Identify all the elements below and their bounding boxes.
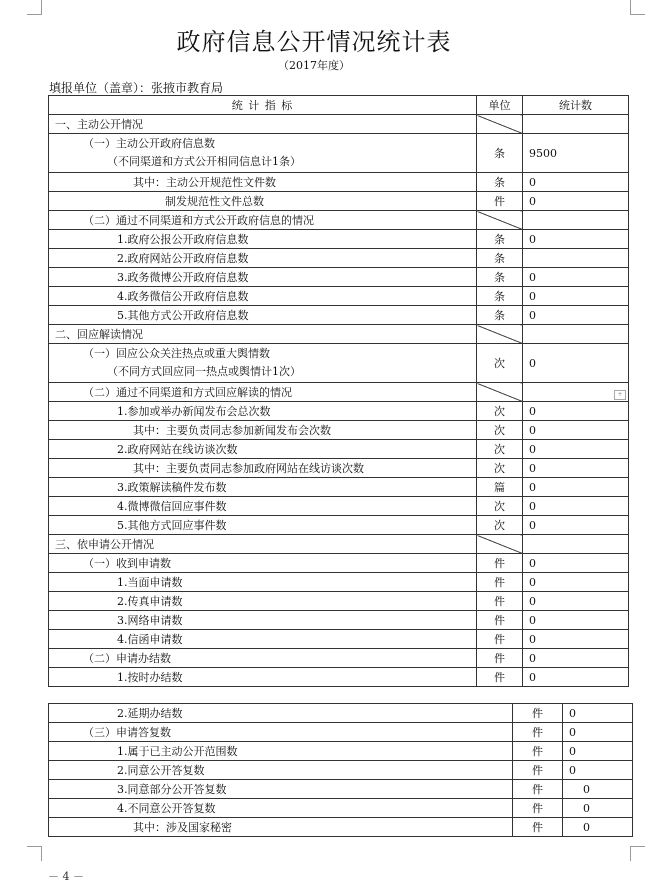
row-unit <box>477 211 523 230</box>
comment-icon[interactable]: + <box>614 390 626 400</box>
table-row <box>49 704 633 723</box>
row-unit: 件 <box>477 649 523 668</box>
row-label: 3.网络申请数 <box>49 611 477 630</box>
row-value: 0 <box>523 668 629 687</box>
row-value: 0 <box>523 459 629 478</box>
row-unit: 件 <box>477 192 523 211</box>
row-label: 1.属于已主动公开范围数 <box>49 742 513 761</box>
crop-mark-bottom-left <box>27 846 42 861</box>
row-label: 4.政务微信公开政府信息数 <box>49 287 477 306</box>
row-value <box>523 249 629 268</box>
row-value <box>523 211 629 230</box>
table-row <box>49 115 629 134</box>
table-row <box>49 192 629 211</box>
row-label: （一）主动公开政府信息数 <box>83 137 215 150</box>
row-value: 0 <box>563 818 633 837</box>
row-value: 0 <box>523 268 629 287</box>
row-label: 1.政府公报公开政府信息数 <box>49 230 477 249</box>
table-row <box>49 516 629 535</box>
row-label: （三）申请答复数 <box>49 723 513 742</box>
row-value <box>523 383 629 402</box>
row-unit: 件 <box>513 799 563 818</box>
row-label: 其中：主要负责同志参加政府网站在线访谈次数 <box>49 459 477 478</box>
table-header-row <box>49 96 629 115</box>
row-value: 0 <box>523 421 629 440</box>
table-row <box>49 459 629 478</box>
table-row <box>49 630 629 649</box>
document-subtitle: （2017年度） <box>278 59 350 72</box>
row-label: （二）申请办结数 <box>49 649 477 668</box>
row-label: （二）通过不同渠道和方式公开政府信息的情况 <box>49 211 477 230</box>
statistics-table <box>48 95 629 687</box>
table-row <box>49 134 629 173</box>
row-value: 0 <box>523 497 629 516</box>
row-value: 0 <box>523 478 629 497</box>
row-unit: 件 <box>477 573 523 592</box>
row-label: 二、回应解读情况 <box>49 325 477 344</box>
row-label: 4.微博微信回应事件数 <box>49 497 477 516</box>
table-row <box>49 230 629 249</box>
row-unit: 件 <box>513 704 563 723</box>
table-row <box>49 723 633 742</box>
row-unit: 件 <box>477 592 523 611</box>
row-label: 3.政策解读稿件发布数 <box>49 478 477 497</box>
row-value: 0 <box>523 230 629 249</box>
row-value: 0 <box>563 723 633 742</box>
row-label: 三、依申请公开情况 <box>49 535 477 554</box>
row-unit: 次 <box>477 440 523 459</box>
row-value: 0 <box>523 554 629 573</box>
row-unit: 篇 <box>477 478 523 497</box>
row-value: 0 <box>523 173 629 192</box>
row-value: 0 <box>523 287 629 306</box>
row-unit: 条 <box>477 268 523 287</box>
row-unit <box>477 325 523 344</box>
row-value: 0 <box>523 573 629 592</box>
table-row <box>49 440 629 459</box>
table-row <box>49 649 629 668</box>
row-unit: 件 <box>513 818 563 837</box>
row-label: 其中：主动公开规范性文件数 <box>49 173 477 192</box>
row-label: （一）回应公众关注热点或重大舆情数 <box>83 347 270 360</box>
table-row <box>49 611 629 630</box>
table-row <box>49 421 629 440</box>
row-unit <box>477 383 523 402</box>
row-value <box>523 115 629 134</box>
table-row <box>49 799 633 818</box>
row-unit: 次 <box>477 497 523 516</box>
table-row <box>49 383 629 402</box>
row-unit: 件 <box>477 630 523 649</box>
row-unit: 件 <box>513 742 563 761</box>
row-label: 其中：主要负责同志参加新闻发布会次数 <box>49 421 477 440</box>
row-unit: 次 <box>477 459 523 478</box>
row-label: （二）通过不同渠道和方式回应解读的情况 <box>49 383 477 402</box>
reporting-unit: 填报单位（盖章）：张掖市教育局 <box>49 81 224 95</box>
row-label: 4.不同意公开答复数 <box>49 799 513 818</box>
row-unit: 件 <box>513 723 563 742</box>
row-unit: 次 <box>477 421 523 440</box>
table-row <box>49 402 629 421</box>
row-unit <box>477 535 523 554</box>
row-label: 3.同意部分公开答复数 <box>49 780 513 799</box>
row-label: 1.当面申请数 <box>49 573 477 592</box>
row-label: 1.参加或举办新闻发布会总次数 <box>49 402 477 421</box>
row-label: 其中：涉及国家秘密 <box>49 818 513 837</box>
row-label: 3.政务微博公开政府信息数 <box>49 268 477 287</box>
row-value: 0 <box>523 630 629 649</box>
row-label: 2.政府网站公开政府信息数 <box>49 249 477 268</box>
table-row <box>49 211 629 230</box>
row-value: 0 <box>563 761 633 780</box>
row-unit: 件 <box>477 668 523 687</box>
header-count: 统计数 <box>523 96 629 115</box>
row-unit: 条 <box>477 306 523 325</box>
row-value: 0 <box>523 306 629 325</box>
row-unit: 件 <box>513 761 563 780</box>
row-label: 一、主动公开情况 <box>49 115 477 134</box>
row-label: 制发规范性文件总数 <box>49 192 477 211</box>
table-row <box>49 818 633 837</box>
row-value: 0 <box>563 799 633 818</box>
row-label-note: （不同方式回应同一热点或舆情计1次） <box>107 365 301 378</box>
row-unit: 条 <box>477 173 523 192</box>
row-value: 0 <box>523 649 629 668</box>
table-row <box>49 761 633 780</box>
row-unit <box>477 115 523 134</box>
statistics-table-continued <box>48 703 633 837</box>
row-label: （一）收到申请数 <box>49 554 477 573</box>
row-unit: 次 <box>477 344 523 383</box>
table-row <box>49 573 629 592</box>
table-row <box>49 592 629 611</box>
crop-mark-bottom-right <box>630 846 645 861</box>
row-unit: 条 <box>477 287 523 306</box>
table-row <box>49 306 629 325</box>
table-row <box>49 249 629 268</box>
row-unit: 件 <box>513 780 563 799</box>
table-row <box>49 344 629 383</box>
row-label-note: （不同渠道和方式公开相同信息计1条） <box>107 155 301 168</box>
row-value <box>523 535 629 554</box>
row-value <box>523 325 629 344</box>
table-row <box>49 554 629 573</box>
table-row <box>49 497 629 516</box>
row-label: 5.其他方式公开政府信息数 <box>49 306 477 325</box>
table-row <box>49 268 629 287</box>
row-label: 2.同意公开答复数 <box>49 761 513 780</box>
row-value: 0 <box>563 780 633 799</box>
row-value: 0 <box>523 516 629 535</box>
row-value: 0 <box>523 592 629 611</box>
row-label: 1.按时办结数 <box>49 668 477 687</box>
row-value: 0 <box>523 344 629 383</box>
table-row <box>49 668 629 687</box>
row-unit: 件 <box>477 554 523 573</box>
row-label: 2.政府网站在线访谈次数 <box>49 440 477 459</box>
row-unit: 条 <box>477 249 523 268</box>
row-label: 2.传真申请数 <box>49 592 477 611</box>
crop-mark-top-left <box>27 0 42 15</box>
row-label: 5.其他方式回应事件数 <box>49 516 477 535</box>
row-value: 0 <box>523 192 629 211</box>
row-unit: 条 <box>477 134 523 173</box>
header-indicator: 统 计 指 标 <box>49 96 477 115</box>
row-value: 0 <box>523 402 629 421</box>
row-value: 0 <box>523 440 629 459</box>
table-row <box>49 478 629 497</box>
page-number: － 4 － <box>48 870 84 883</box>
row-label: 2.延期办结数 <box>49 704 513 723</box>
row-value: 0 <box>563 704 633 723</box>
document-title: 政府信息公开情况统计表 <box>176 28 452 56</box>
row-unit: 件 <box>477 611 523 630</box>
row-unit: 条 <box>477 230 523 249</box>
row-value: 9500 <box>523 134 629 173</box>
row-value: 0 <box>563 742 633 761</box>
table-row <box>49 535 629 554</box>
header-unit: 单位 <box>477 96 523 115</box>
row-value: 0 <box>523 611 629 630</box>
table-row <box>49 780 633 799</box>
row-unit: 次 <box>477 516 523 535</box>
table-row <box>49 742 633 761</box>
table-row <box>49 287 629 306</box>
table-row <box>49 173 629 192</box>
row-label: 4.信函申请数 <box>49 630 477 649</box>
table-row <box>49 325 629 344</box>
crop-mark-top-right <box>630 0 645 15</box>
row-unit: 次 <box>477 402 523 421</box>
